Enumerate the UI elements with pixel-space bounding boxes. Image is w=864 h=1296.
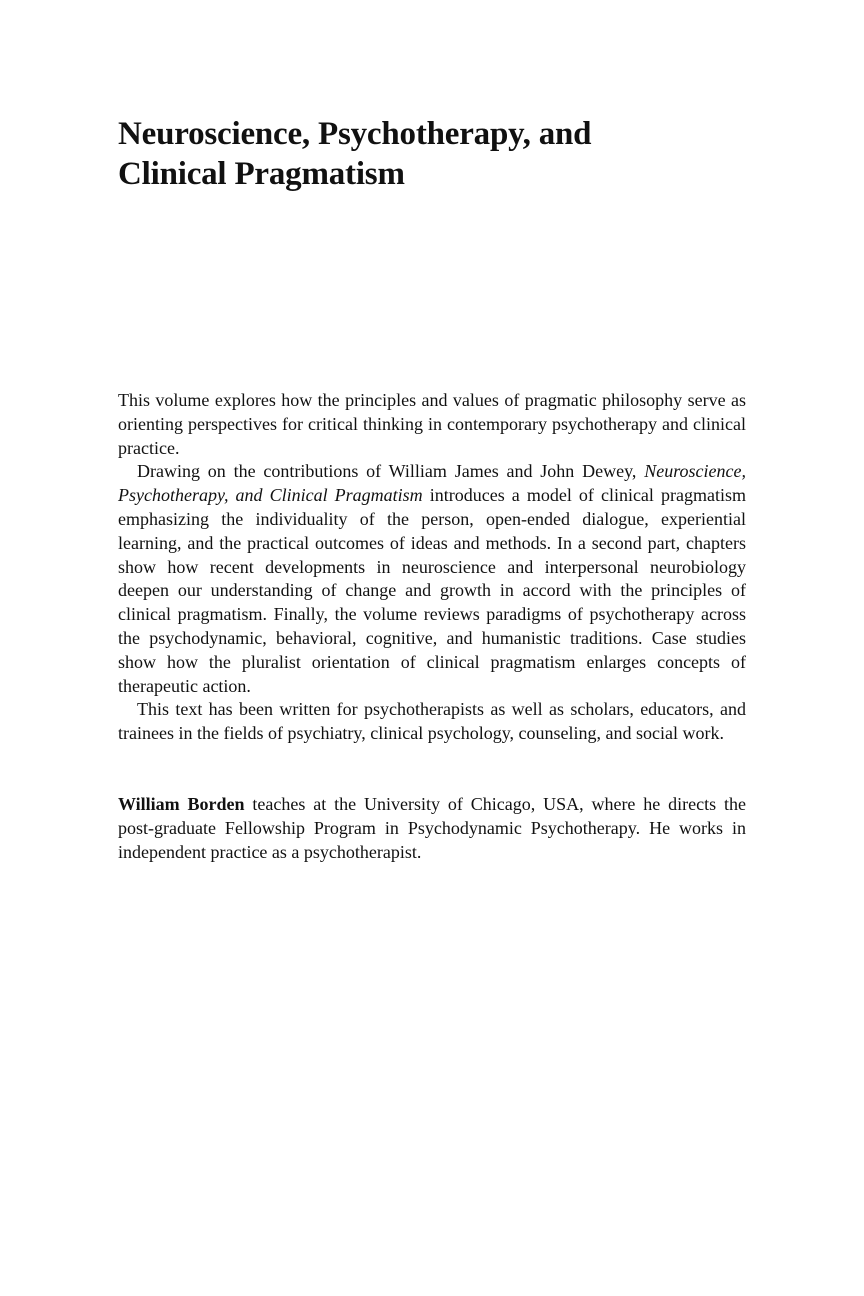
paragraph-2-rest: introduces a model of clinical pragmatism emphasizing the individuality of the person, open-ended dialogue, experiential learning, and the practical outcomes of ideas and methods. In a second part, chapters show how recent developments in neuroscience and interpersonal neurobiology deepen our understanding of change and growth in accord with the principles of clinical pragmatism. Finally, the volume reviews paradigms of psychotherapy across the psychodynamic, behavioral, cognitive, and humanistic traditions. Case studies show how the pluralist orientation of clinical pragmatism enlarges concepts of therapeutic action. [118, 485, 746, 696]
description-paragraph-2 [118, 460, 746, 698]
book-title-italic: Neuroscience, Psychotherapy, and Clinical Pragmatism [118, 461, 746, 506]
author-bio [118, 793, 746, 864]
title-line-1: Neuroscience, Psychotherapy, and [118, 116, 592, 152]
page-title [118, 114, 758, 194]
title-line-2: Clinical Pragmatism [118, 156, 405, 192]
author-name: William Borden [118, 794, 245, 814]
description-paragraph-3: This text has been written for psychotherapists as well as scholars, educators, and trainees in the fields of psychiatry, clinical psychology, counseling, and social work. [118, 699, 746, 744]
paragraph-2-intro: Drawing on the contributions of William James and John Dewey, [137, 461, 645, 482]
book-description [118, 389, 746, 746]
description-paragraph-1: This volume explores how the principles and values of pragmatic philosophy serve as orienting perspectives for critical thinking in contemporary psychotherapy and clinical practice. [118, 390, 746, 458]
author-bio-text: teaches at the University of Chicago, USA, where he directs the post-graduate Fellowship Program in Psychodynamic Psychotherapy. He works in independent practice as a psychotherapist. [118, 794, 746, 862]
